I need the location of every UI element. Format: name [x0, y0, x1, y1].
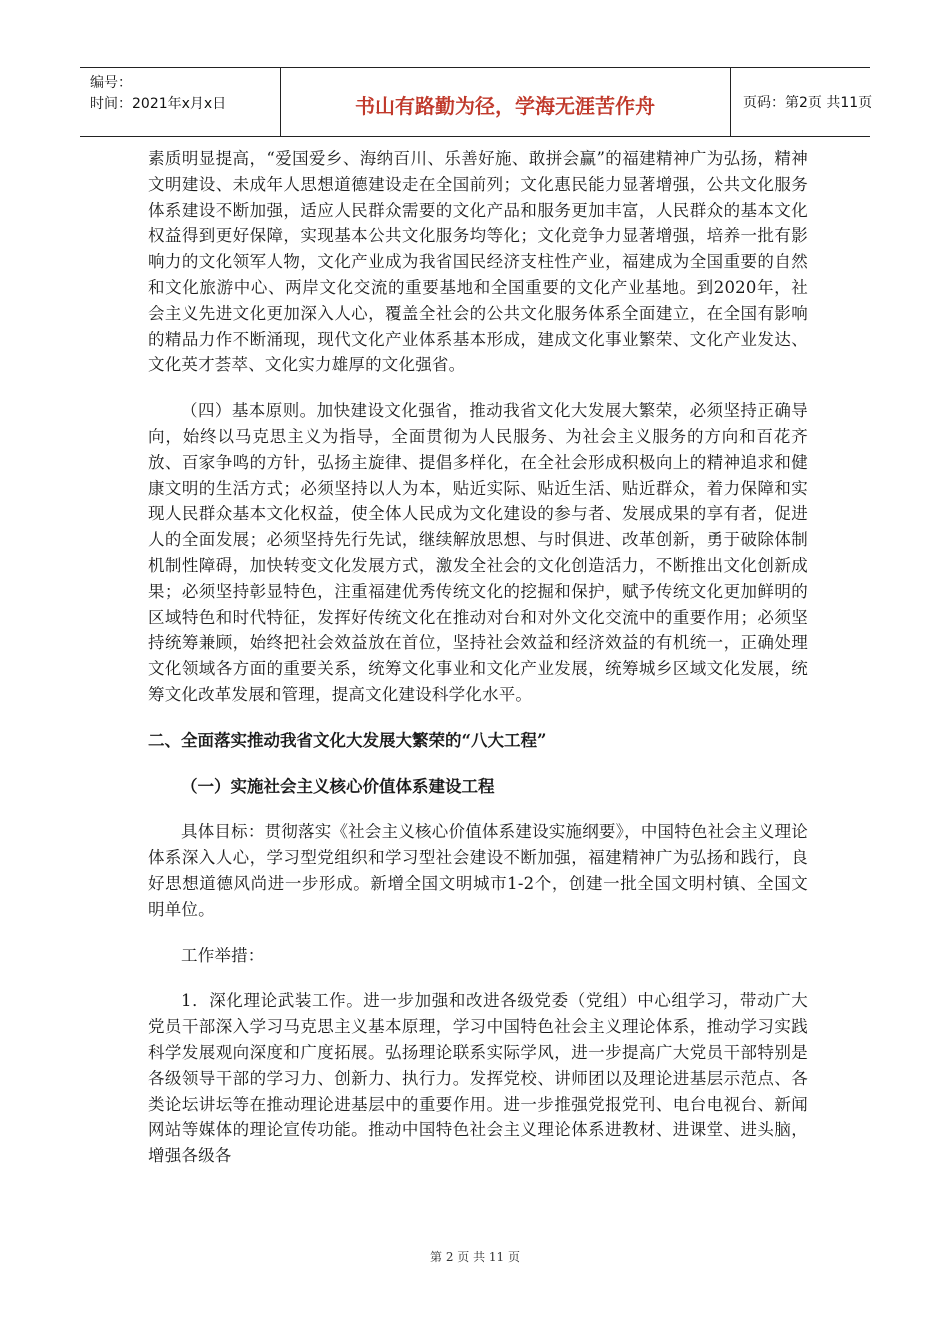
document-body: [148, 146, 808, 1169]
paragraph-specific-goals: 具体目标：贯彻落实《社会主义核心价值体系建设实施纲要》，中国特色社会主义理论体系深入人心，学习型党组织和学习型社会建设不断加强，福建精神广为弘扬和践行，良好思想道德风尚进一步形成。新增全国文明城市1-2个，创建一批全国文明村镇、全国文明单位。: [148, 822, 808, 919]
section-heading: 二、全面落实推动我省文化大发展大繁荣的“八大工程”: [148, 730, 547, 750]
serial-label: 编号：: [90, 75, 132, 91]
header-page-cell: [730, 68, 873, 136]
subsection-heading: （一）实施社会主义核心价值体系建设工程: [181, 776, 495, 796]
header-motto-cell: [280, 68, 731, 136]
paragraph-theory-work: 1．深化理论武装工作。进一步加强和改进各级党委（党组）中心组学习，带动广大党员干部深入学习马克思主义基本原理，学习中国特色社会主义理论体系，推动学习实践科学发展观向深度和广度拓展。弘扬理论联系实际学风，进一步提高广大党员干部特别是各级领导干部的学习力、创新力、执行力。发挥党校、讲师团以及理论进基层示范点、各类论坛讲坛等在推动理论进基层中的重要作用。进一步推强党报党刊、电台电视台、新闻网站等媒体的理论宣传功能。推动中国特色社会主义理论体系进教材、进课堂、进头脑，增强各级各: [148, 991, 808, 1166]
paragraph-basic-principles: （四）基本原则。加快建设文化强省，推动我省文化大发展大繁荣，必须坚持正确导向，始终以马克思主义为指导，全面贯彻为人民服务、为社会主义服务的方向和百花齐放、百家争鸣的方针，弘扬主旋律、提倡多样化，在全社会形成积极向上的精神追求和健康文明的生活方式；必须坚持以人为本，贴近实际、贴近生活、贴近群众，着力保障和实现人民群众基本文化权益，使全体人民成为文化建设的参与者、发展成果的享有者，促进人的全面发展；必须坚持先行先试，继续解放思想、与时俱进、改革创新，勇于破除体制机制性障碍，加快转变文化发展方式，激发全社会的文化创造活力，不断推出文化创新成果；必须坚持彰显特色，注重福建优秀传统文化的挖掘和保护，赋予传统文化更加鲜明的区域特色和时代特征，发挥好传统文化在推动对台和对外文化交流中的重要作用；必须坚持统筹兼顾，始终把社会效益放在首位，坚持社会效益和经济效益的有机统一，正确处理文化领域各方面的重要关系，统筹文化事业和文化产业发展，统筹城乡区域文化发展，统筹文化改革发展和管理，提高文化建设科学化水平。: [148, 401, 808, 704]
page-header: [80, 67, 873, 137]
page-footer: 第 2 页 共 11 页: [430, 1250, 520, 1264]
paragraph-work-measures-label: 工作举措：: [181, 945, 265, 965]
header-meta-cell: [80, 68, 281, 136]
header-page-label: 页码：第2页 共11页: [743, 95, 873, 111]
date-label: 时间：2021年x月x日: [90, 96, 227, 112]
motto-text: 书山有路勤为径，学海无涯苦作舟: [355, 94, 655, 118]
paragraph-cultural-goals: 素质明显提高，“爱国爱乡、海纳百川、乐善好施、敢拼会赢”的福建精神广为弘扬，精神文明建设、未成年人思想道德建设走在全国前列；文化惠民能力显著增强，公共文化服务体系建设不断加强，适应人民群众需要的文化产品和服务更加丰富，人民群众的基本文化权益得到更好保障，实现基本公共文化服务均等化；文化竞争力显著增强，培养一批有影响力的文化领军人物，文化产业成为我省国民经济支柱性产业，福建成为全国重要的自然和文化旅游中心、两岸文化交流的重要基地和全国重要的文化产业基地。到2020年，社会主义先进文化更加深入人心，覆盖全社会的公共文化服务体系全面建立，在全国有影响的精品力作不断涌现，现代文化产业体系基本形成，建成文化事业繁荣、文化产业发达、文化英才荟萃、文化实力雄厚的文化强省。: [148, 149, 808, 375]
